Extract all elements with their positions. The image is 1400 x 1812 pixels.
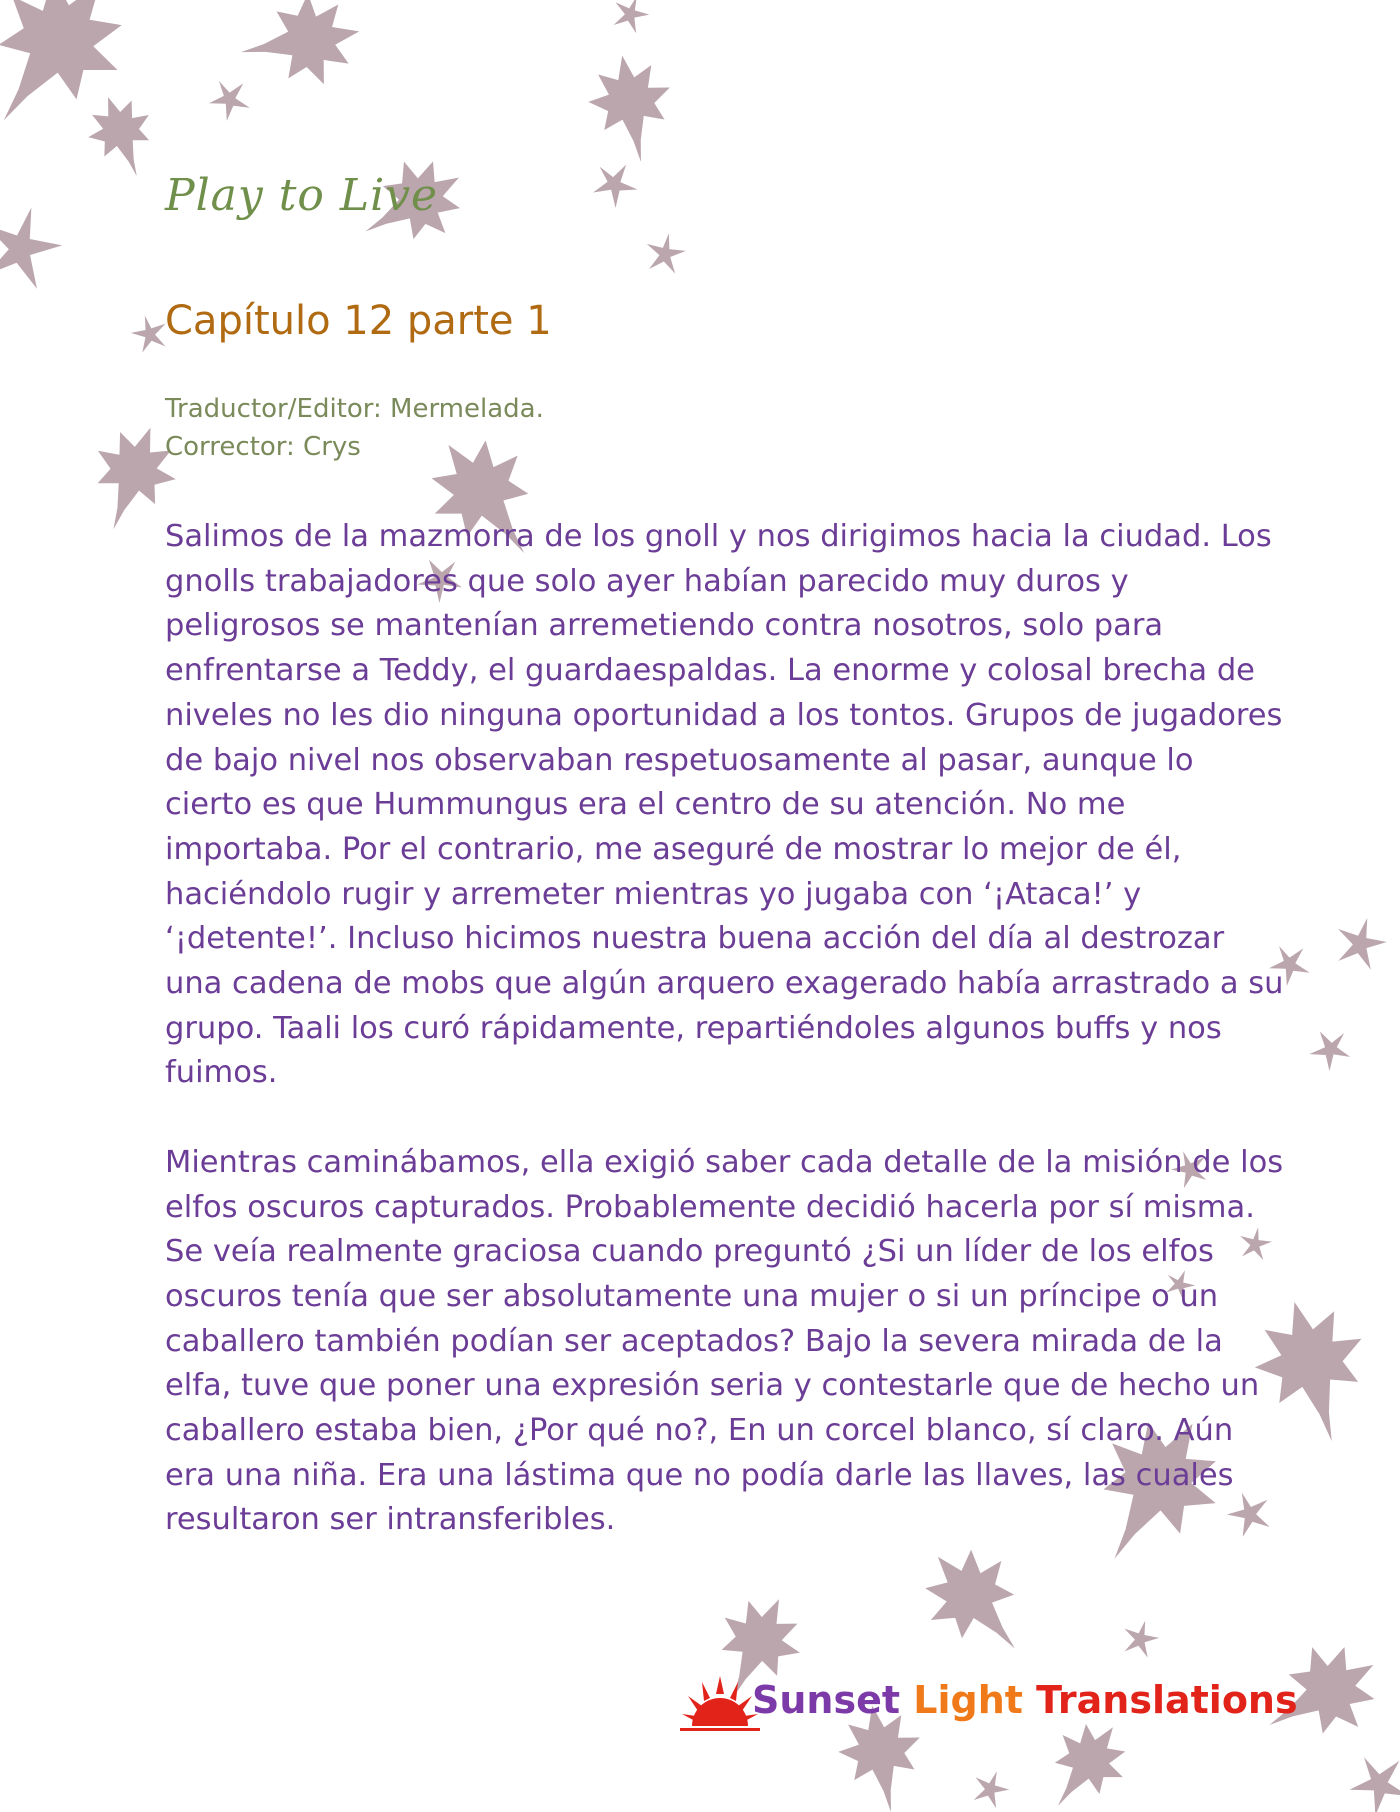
- paragraph: Salimos de la mazmorra de los gnoll y nos dirigimos hacia la ciudad. Los gnolls trabajadores que solo ayer habían parecido muy duros y peligrosos se mantenían arremetiendo contra nosotros, solo para enfrentarse a Teddy, el guardaespaldas. La enorme y colosal brecha de niveles no les dio ninguna oportunidad a los tontos. Grupos de jugadores de bajo nivel nos observaban respetuosamente al pasar, aunque lo cierto es que Hummungus era el centro de su atención. No me importaba. Por el contrario, me aseguré de mostrar lo mejor de él, haciéndolo rugir y arremeter mientras yo jugaba con ‘¡Ataca!’ y ‘¡detente!’. Incluso hicimos nuestra buena acción del día al destrozar una cadena de mobs que algún arquero exagerado había arrastrado a su grupo. Taali los curó rápidamente, repartiéndoles algunos buffs y nos fuimos.: [165, 519, 1284, 1091]
- logo-word-light: Light: [913, 1678, 1023, 1722]
- credits-block: [165, 390, 544, 466]
- book-title: Play to Live: [165, 170, 439, 221]
- chapter-title: Capítulo 12 parte 1: [165, 298, 552, 344]
- sunset-light-translations-logo: [680, 1668, 1300, 1738]
- logo-word-sunset: Sunset: [752, 1678, 901, 1722]
- translator-credit: Traductor/Editor: Mermelada.: [165, 394, 544, 424]
- chapter-body: [165, 515, 1285, 1588]
- paragraph: Mientras caminábamos, ella exigió saber cada detalle de la misión de los elfos oscuros capturados. Probablemente decidió hacerla por sí misma. Se veía realmente graciosa cuando preguntó ¿Si un líder de los elfos oscuros tenía que ser absolutamente una mujer o si un príncipe o un caballero también podían ser aceptados? Bajo la severa mirada de la elfa, tuve que poner una expresión seria y contestarle que de hecho un caballero estaba bien, ¿Por qué no?, En un corcel blanco, sí claro. Aún era una niña. Era una lástima que no podía darle las llaves, las cuales resultaron ser intransferibles.: [165, 1144, 1284, 1538]
- logo-word-translations: Translations: [1036, 1678, 1298, 1722]
- sunset-logo-icon: [680, 1668, 760, 1738]
- logo-wordmark: [752, 1678, 1298, 1722]
- corrector-credit: Corrector: Crys: [165, 432, 361, 462]
